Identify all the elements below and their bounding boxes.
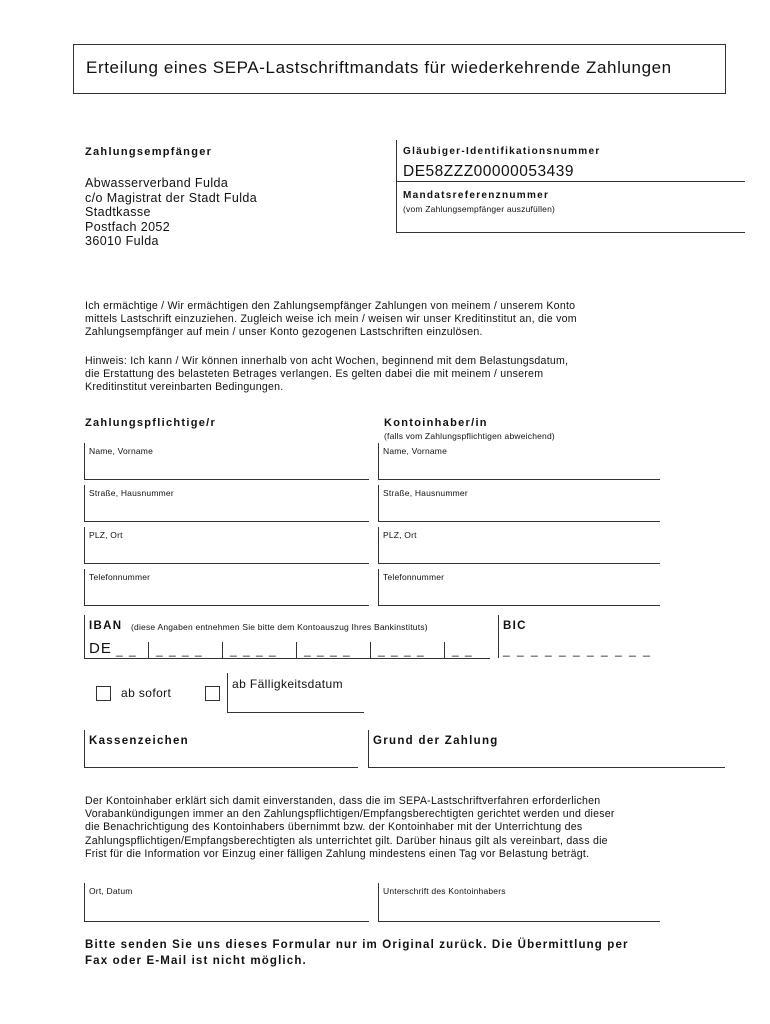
creditor-id-label: Gläubiger-Identifikationsnummer: [403, 146, 601, 157]
bic-label: BIC: [503, 620, 527, 632]
address-line: 36010 Fulda: [85, 234, 159, 249]
holder-heading: Kontoinhaber/in: [384, 417, 488, 429]
payer-city-field[interactable]: [84, 527, 369, 564]
holder-subheading: (falls vom Zahlungspflichtigen abweichend): [384, 431, 555, 441]
holder-city-field[interactable]: [378, 527, 660, 564]
field-label: Ort, Datum: [89, 886, 133, 896]
text-line: Bitte senden Sie uns dieses Formular nur im Original zurück. Die Übermittlung per: [85, 939, 629, 951]
iban-label: IBAN: [89, 620, 123, 632]
address-line: c/o Magistrat der Stadt Fulda: [85, 190, 258, 205]
iban-left-border: [84, 615, 85, 658]
payer-name-field[interactable]: [84, 443, 369, 480]
field-label: Straße, Hausnummer: [383, 488, 468, 498]
signature-field[interactable]: [378, 883, 660, 922]
form-title: Erteilung eines SEPA-Lastschriftmandats für wiederkehrende Zahlungen: [86, 58, 672, 77]
payment-reason-label: Grund der Zahlung: [373, 735, 499, 747]
ab-faelligkeitsdatum-checkbox[interactable]: [205, 686, 220, 701]
kassenzeichen-label: Kassenzeichen: [89, 735, 189, 747]
authorization-text: [85, 300, 705, 340]
place-date-field[interactable]: [84, 883, 369, 922]
text-line: Fax oder E-Mail ist nicht möglich.: [85, 955, 307, 967]
payer-street-field[interactable]: [84, 485, 369, 522]
holder-phone-field[interactable]: [378, 569, 660, 606]
text-line: die Erstattung des belasteten Betrages verlangen. Es gelten dabei die mit meinem / unserem: [85, 368, 544, 381]
bic-input[interactable]: _ _ _ _ _ _ _ _ _ _ _: [503, 643, 652, 657]
mandate-ref-label: Mandatsreferenznummer: [403, 190, 550, 201]
address-line: Stadtkasse: [85, 205, 151, 220]
holder-street-field[interactable]: [378, 485, 660, 522]
address-line: Abwasserverband Fulda: [85, 176, 229, 190]
due-date-field[interactable]: [227, 712, 364, 713]
iban-hint: (diese Angaben entnehmen Sie bitte dem Kontoauszug Ihres Bankinstituts): [131, 622, 428, 632]
mandate-ref-field[interactable]: [396, 232, 745, 233]
ab-faelligkeitsdatum-label: ab Fälligkeitsdatum: [232, 677, 343, 691]
refund-notice: [85, 355, 705, 395]
iban-group[interactable]: _ _ _ _: [230, 643, 278, 657]
iban-separator: [370, 642, 371, 658]
text-line: die Benachrichtigung des Kontoinhabers übernimmt bzw. der Kontoinhaber mit der Unterrichtung des: [85, 821, 583, 834]
bic-left-border: [498, 615, 499, 658]
creditor-id-underline: [396, 181, 745, 182]
iban-group[interactable]: _ _ _ _: [304, 643, 352, 657]
creditor-divider: [396, 140, 397, 233]
text-line: Frist für die Information vor Einzug einer fälligen Zahlung mindestens einen Tag vor Belastung beträgt.: [85, 847, 590, 860]
field-label: PLZ, Ort: [89, 530, 123, 540]
field-label: Straße, Hausnummer: [89, 488, 174, 498]
field-label: Name, Vorname: [89, 446, 154, 456]
payer-phone-field[interactable]: [84, 569, 369, 606]
ab-sofort-checkbox[interactable]: [96, 686, 111, 701]
iban-separator: [148, 642, 149, 658]
due-date-field-border: [227, 673, 228, 712]
iban-group[interactable]: _ _ _ _: [156, 643, 204, 657]
iban-separator: [222, 642, 223, 658]
field-label: Telefonnummer: [89, 572, 151, 582]
recipient-heading: Zahlungsempfänger: [85, 146, 213, 158]
creditor-id-value: DE58ZZZ00000053439: [403, 163, 575, 180]
iban-separator: [444, 642, 445, 658]
field-label: Telefonnummer: [383, 572, 445, 582]
field-label: PLZ, Ort: [383, 530, 417, 540]
recipient-address: [85, 176, 257, 249]
mandate-ref-hint: (vom Zahlungsempfänger auszufüllen): [403, 204, 556, 214]
iban-underline: [84, 658, 490, 659]
holder-name-field[interactable]: [378, 443, 660, 480]
text-line: Vorabankündigungen immer an den Zahlungspflichtigen/Empfangsberechtigten gerichtet werden und dieser: [85, 808, 615, 821]
field-label: Unterschrift des Kontoinhabers: [383, 886, 506, 896]
text-line: Zahlungspflichtigen/Empfangsberechtigten als unterrichtet gilt. Darüber hinaus gilt als vereinbart, dass die: [85, 834, 608, 847]
iban-group[interactable]: _ _: [452, 643, 474, 657]
iban-country-prefix: DE: [89, 640, 112, 657]
consent-text: [85, 795, 725, 861]
text-line: Ich ermächtige / Wir ermächtigen den Zahlungsempfänger Zahlungen von meinem / unserem Konto: [85, 300, 576, 312]
payer-heading: Zahlungspflichtige/r: [85, 417, 217, 429]
footer-note: [85, 937, 629, 969]
ab-sofort-label: ab sofort: [121, 686, 172, 700]
text-line: mittels Lastschrift einzuziehen. Zugleich weise ich mein / weisen wir unser Kreditinstitut an, die vom: [85, 313, 577, 326]
field-label: Name, Vorname: [383, 446, 448, 456]
text-line: Der Kontoinhaber erklärt sich damit einverstanden, dass die im SEPA-Lastschriftverfahren erforderlichen: [85, 795, 601, 807]
iban-separator: [296, 642, 297, 658]
address-line: Postfach 2052: [85, 219, 171, 234]
text-line: Kreditinstitut vereinbarten Bedingungen.: [85, 381, 284, 394]
text-line: Zahlungsempfänger auf mein / unser Konto gezogenen Lastschriften einzulösen.: [85, 326, 483, 339]
iban-group[interactable]: _ _ _ _: [378, 643, 426, 657]
text-line: Hinweis: Ich kann / Wir können innerhalb von acht Wochen, beginnend mit dem Belastungsdatum,: [85, 355, 569, 367]
iban-group[interactable]: _ _: [116, 643, 138, 657]
